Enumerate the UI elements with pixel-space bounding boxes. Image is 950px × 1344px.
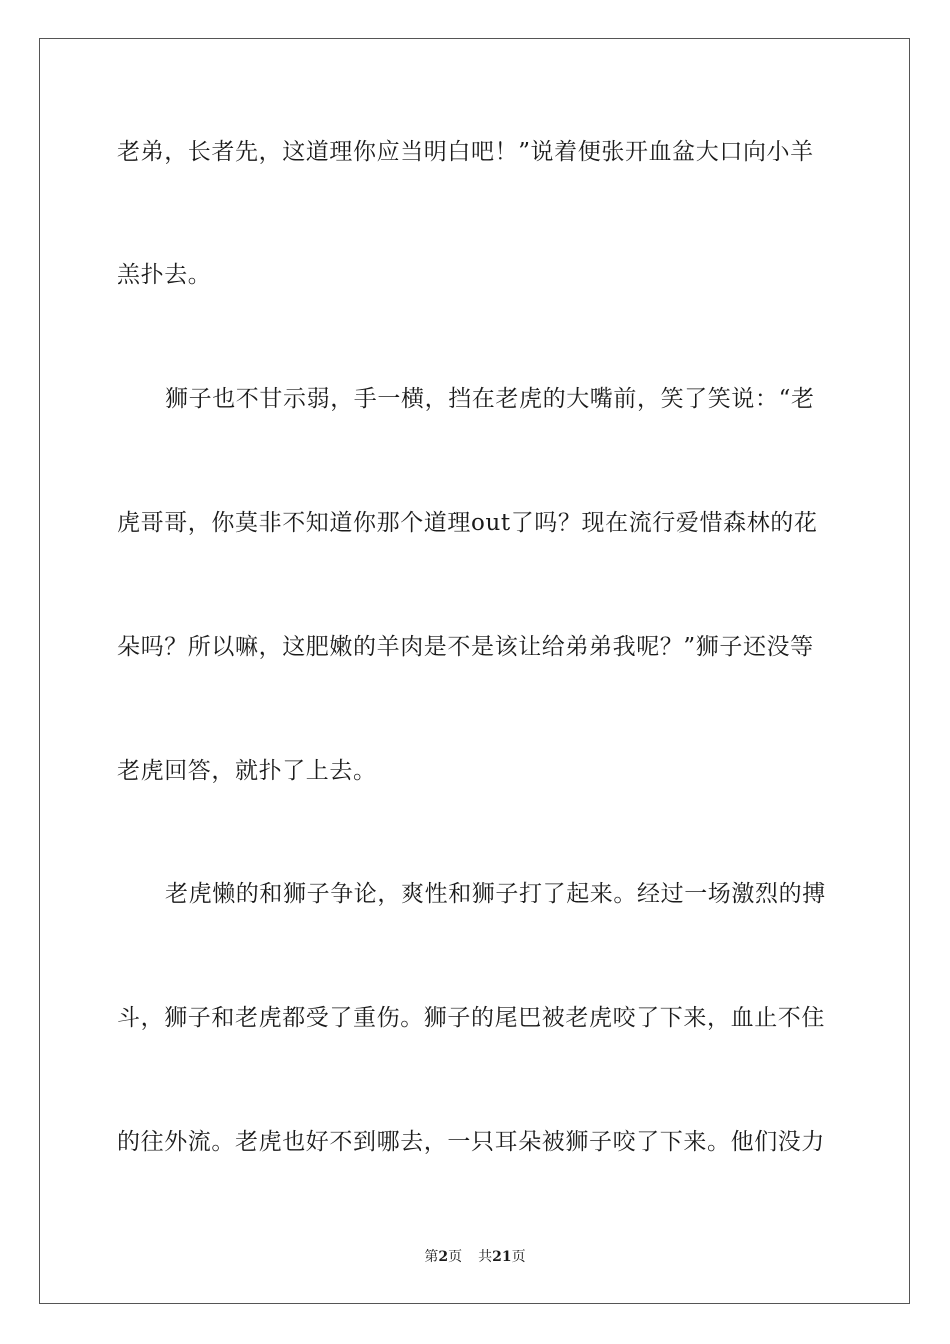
paragraph-line: 老虎懒的和狮子争论，爽性和狮子打了起来。经过一场激烈的搏 xyxy=(165,881,826,907)
page-footer xyxy=(0,1248,950,1266)
paragraph-line: 斗，狮子和老虎都受了重伤。狮子的尾巴被老虎咬了下来，血止不住 xyxy=(117,1005,825,1031)
paragraph-line: 狮子也不甘示弱，手一横，挡在老虎的大嘴前，笑了笑说：“老 xyxy=(165,386,815,412)
page-prefix: 第 xyxy=(424,1249,439,1265)
page-border xyxy=(39,38,910,1304)
total-prefix: 共 xyxy=(478,1249,493,1265)
total-suffix: 页 xyxy=(511,1249,526,1265)
paragraph-line: 的往外流。老虎也好不到哪去，一只耳朵被狮子咬了下来。他们没力 xyxy=(117,1129,825,1155)
paragraph-line: 羔扑去。 xyxy=(117,262,212,288)
page-number: 2 xyxy=(438,1249,449,1265)
paragraph-line: 虎哥哥，你莫非不知道你那个道理out了吗？现在流行爱惜森林的花 xyxy=(117,510,818,536)
paragraph-line: 朵吗？所以嘛，这肥嫩的羊肉是不是该让给弟弟我呢？”狮子还没等 xyxy=(117,634,814,660)
page-suffix: 页 xyxy=(448,1249,463,1265)
total-pages: 21 xyxy=(492,1249,512,1265)
paragraph-line: 老弟，长者先，这道理你应当明白吧！”说着便张开血盆大口向小羊 xyxy=(117,139,814,165)
paragraph-line: 老虎回答，就扑了上去。 xyxy=(117,758,377,784)
